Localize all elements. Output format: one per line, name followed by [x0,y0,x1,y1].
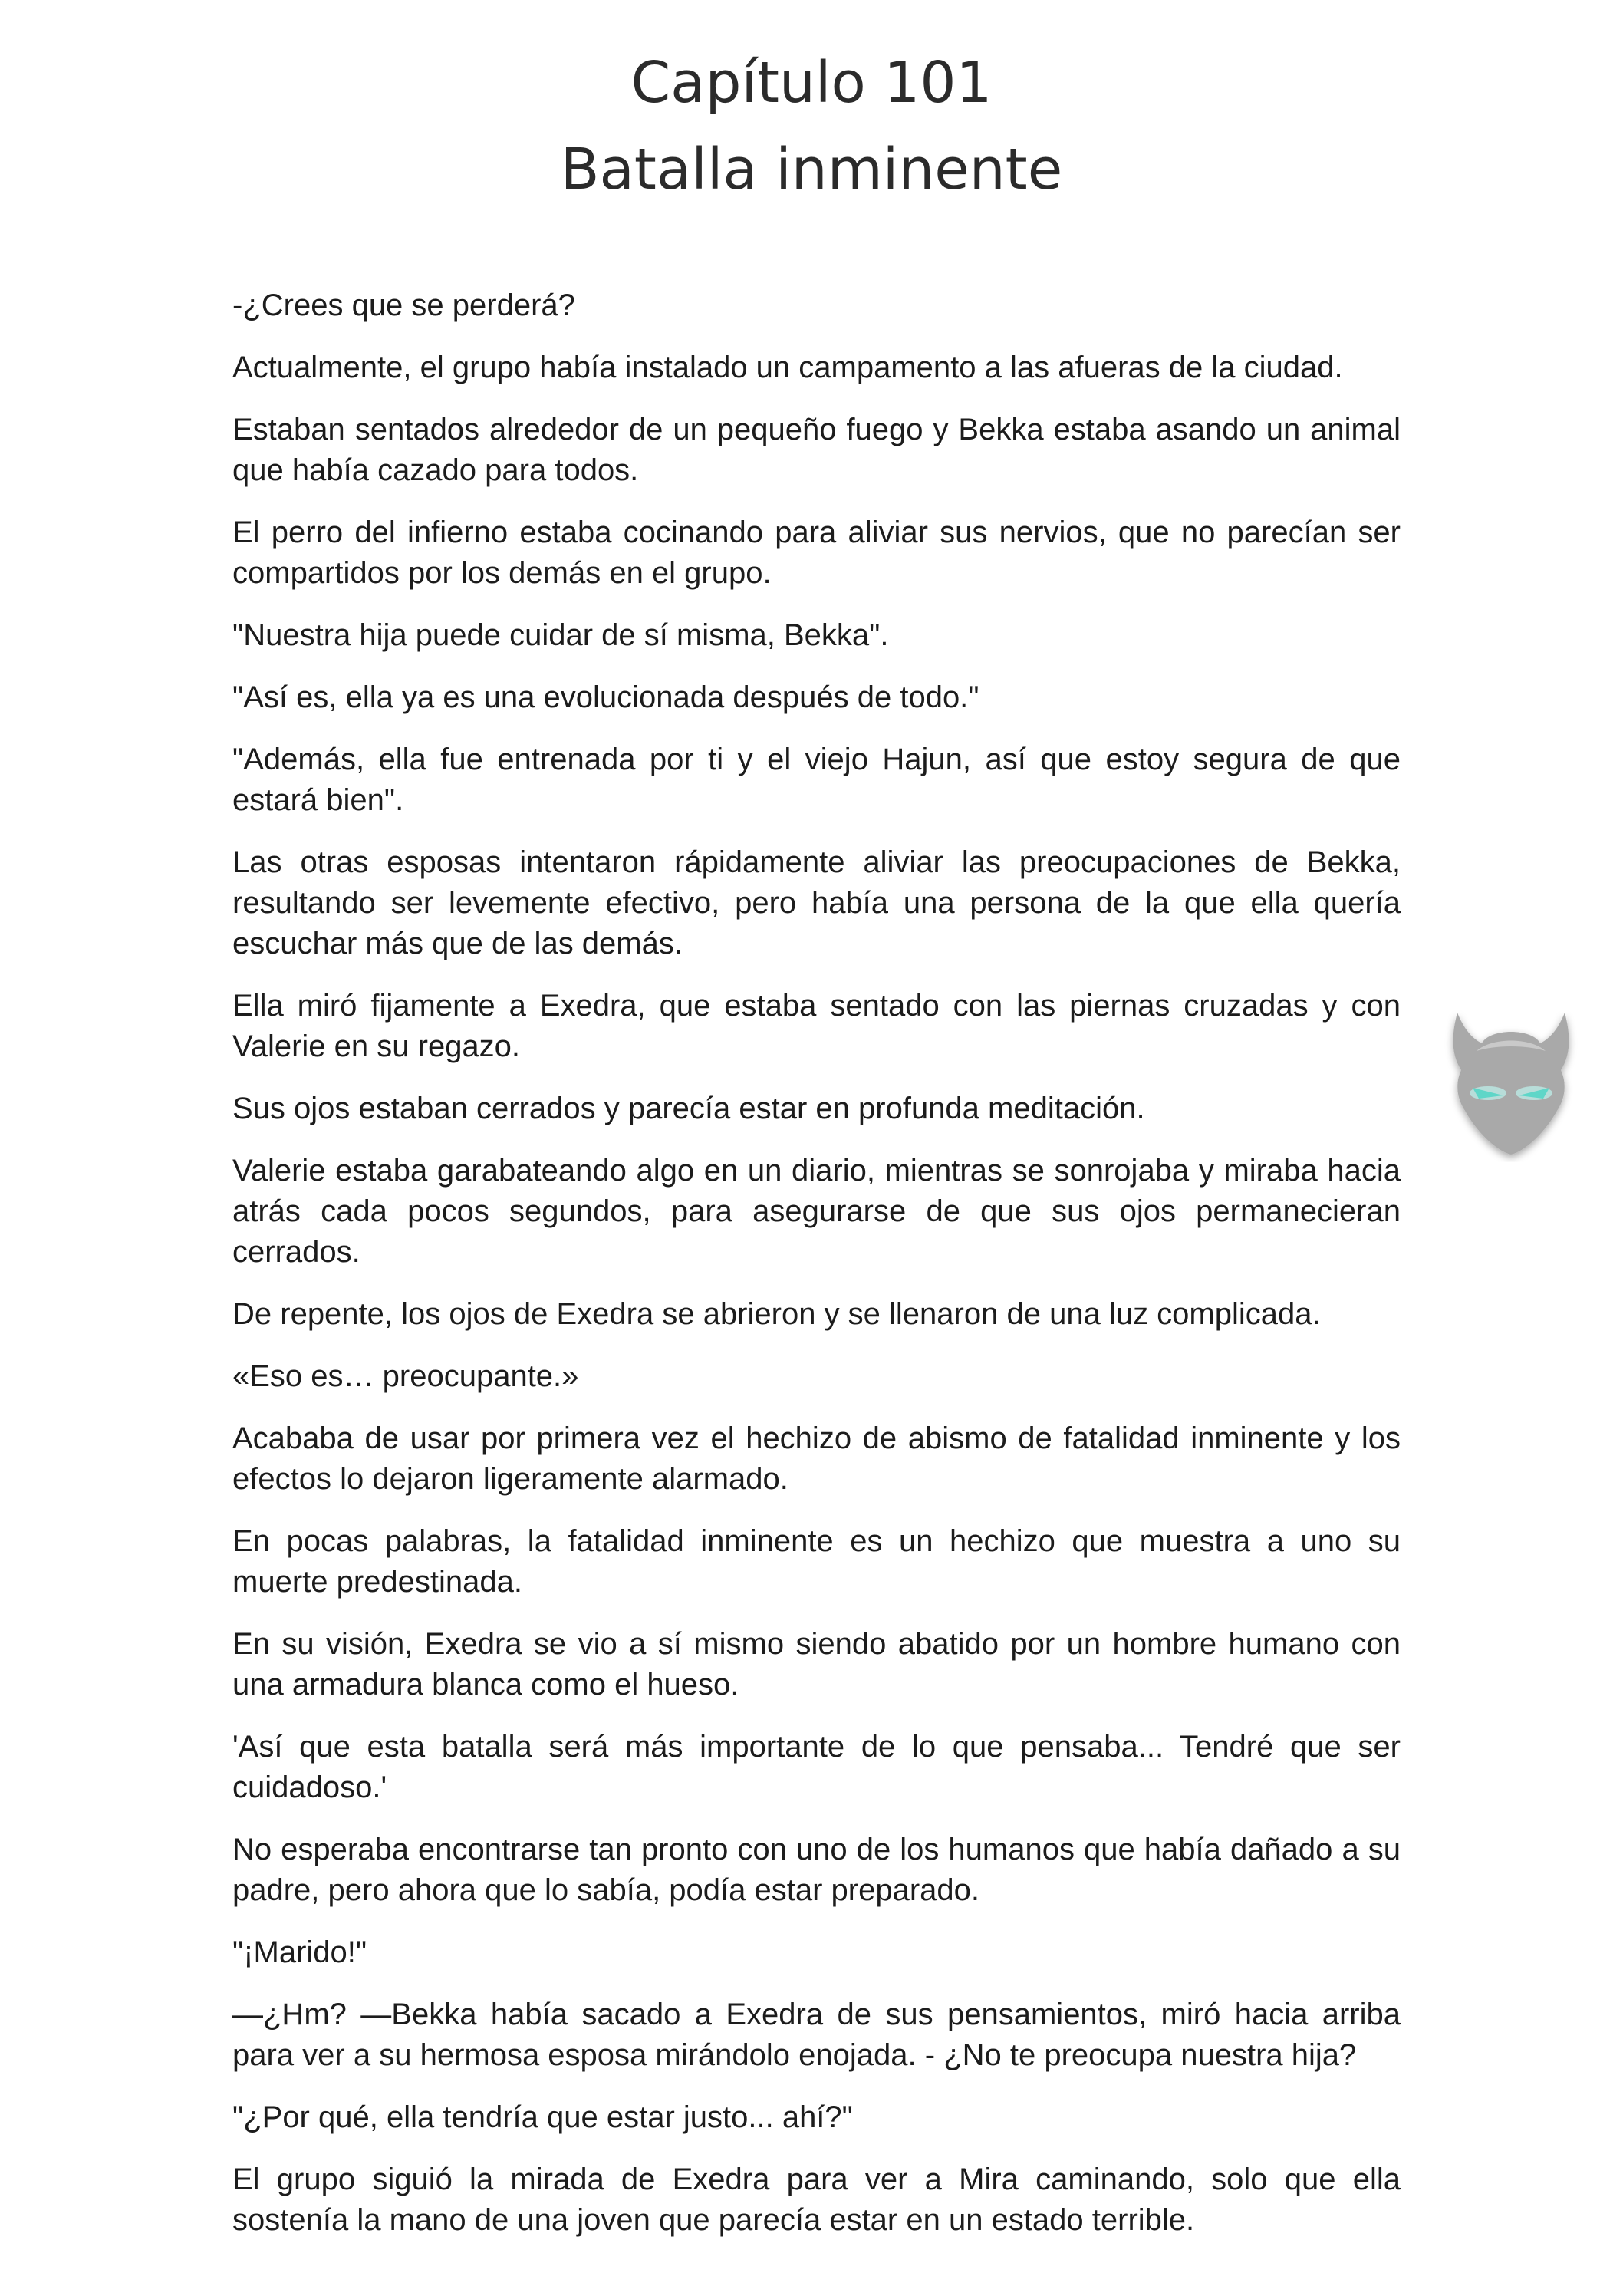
paragraph: Las otras esposas intentaron rápidamente aliviar las preocupaciones de Bekka, resultando ser levemente efectivo, pero había una persona de la que ella quería escuchar más que de las demás. [232,845,1401,960]
paragraph: -¿Crees que se perderá? [232,288,575,322]
paragraph: Ella miró fijamente a Exedra, que estaba sentado con las piernas cruzadas y con Valerie en su regazo. [232,989,1401,1063]
paragraph: El grupo siguió la mirada de Exedra para ver a Mira caminando, solo que ella sostenía la mano de una joven que parecía estar en un estado terrible. [232,2163,1401,2237]
chapter-title: Batalla inminente [560,137,1063,203]
paragraph: En su visión, Exedra se vio a sí mismo siendo abatido por un hombre humano con una armadura blanca como el hueso. [232,1627,1401,1701]
paragraph: Sus ojos estaban cerrados y parecía estar en profunda meditación. [232,1092,1145,1125]
paragraph: Estaban sentados alrededor de un pequeño fuego y Bekka estaba asando un animal que había cazado para todos. [232,413,1401,487]
paragraph: «Eso es… preocupante.» [232,1359,579,1393]
paragraph: Acababa de usar por primera vez el hechizo de abismo de fatalidad inminente y los efectos lo dejaron ligeramente alarmado. [232,1421,1401,1496]
paragraph: "Además, ella fue entrenada por ti y el viejo Hajun, así que estoy segura de que estará bien". [232,743,1401,817]
paragraph: Actualmente, el grupo había instalado un campamento a las afueras de la ciudad. [232,351,1343,384]
paragraph: 'Así que esta batalla será más importante de lo que pensaba... Tendré que ser cuidadoso.' [232,1730,1401,1804]
chapter-number: Capítulo 101 [630,50,993,116]
paragraph: No esperaba encontrarse tan pronto con uno de los humanos que había dañado a su padre, pero ahora que lo sabía, podía estar preparado. [232,1833,1401,1907]
paragraph: —¿Hm? —Bekka había sacado a Exedra de sus pensamientos, miró hacia arriba para ver a su hermosa esposa mirándolo enojada. - ¿No te preocupa nuestra hija? [232,1998,1401,2072]
paragraph: "Nuestra hija puede cuidar de sí misma, Bekka". [232,618,889,652]
paragraph: De repente, los ojos de Exedra se abrieron y se llenaron de una luz complicada. [232,1297,1321,1331]
chapter-header [0,40,1623,213]
chapter-body [232,285,1401,2262]
demon-head-logo-icon [1434,997,1588,1162]
paragraph: Valerie estaba garabateando algo en un diario, mientras se sonrojaba y miraba hacia atrás cada pocos segundos, para asegurarse de que sus ojos permanecieran cerrados. [232,1154,1401,1269]
paragraph: "¿Por qué, ella tendría que estar justo... ahí?" [232,2100,853,2134]
paragraph: En pocas palabras, la fatalidad inminente es un hechizo que muestra a uno su muerte predestinada. [232,1524,1401,1599]
paragraph: "¡Marido!" [232,1935,367,1969]
paragraph: "Así es, ella ya es una evolucionada después de todo." [232,680,979,714]
paragraph: El perro del infierno estaba cocinando para aliviar sus nervios, que no parecían ser compartidos por los demás en el grupo. [232,516,1401,590]
